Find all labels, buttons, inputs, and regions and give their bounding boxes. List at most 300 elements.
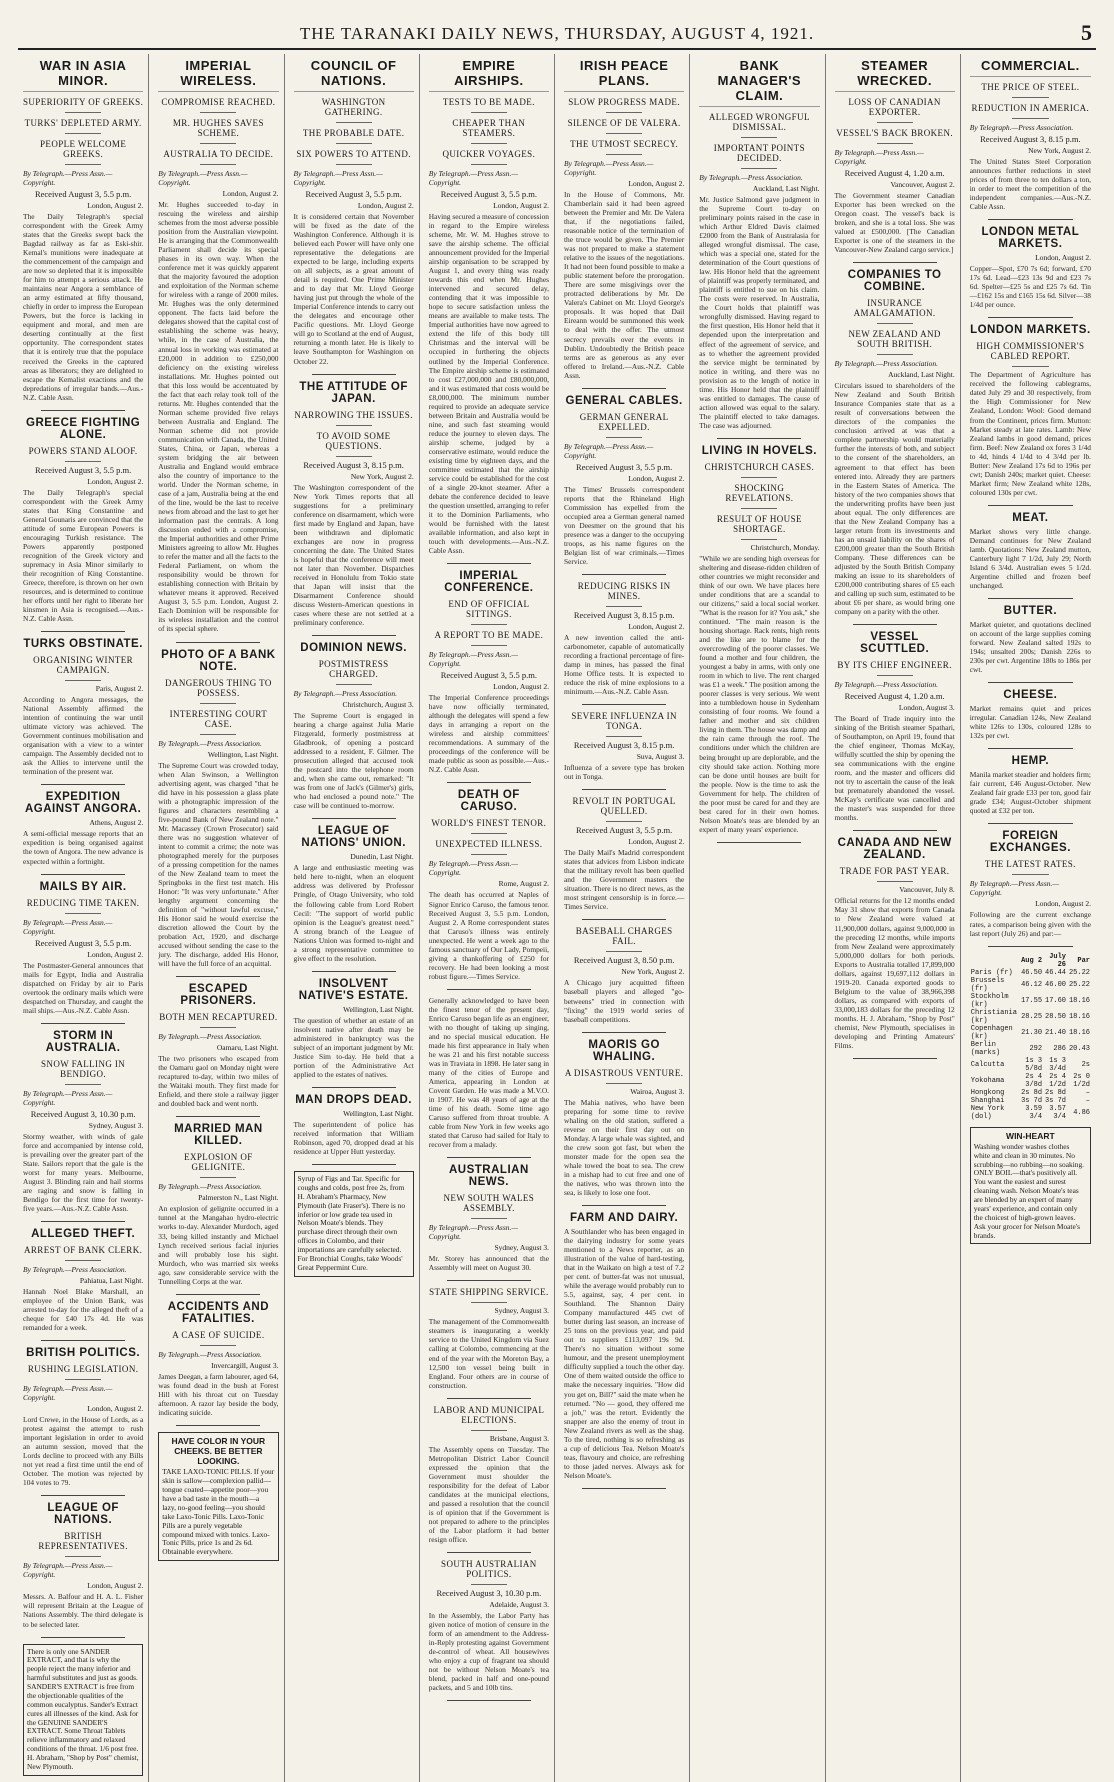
article-separator [447,563,531,564]
divider-rule [606,736,642,737]
article-body: Hannah Noel Blake Marshall, an employee of the Union Bank, was arrested to-day for the alleged theft of a cheque for £40 17s 4d. He was remanded for a week. [23,1287,144,1333]
article-subheading: A REPORT TO BE MADE. [434,630,544,641]
table-header-cell: Par [1077,956,1090,965]
article-subheading: WASHINGTON GATHERING. [321,97,386,117]
article-subheading: ALLEGED WRONGFUL DISMISSAL. [708,112,810,132]
table-cell: Yokohama [970,1076,1005,1085]
article-subheading: LOSS OF CANADIAN EXPORTER. [848,97,941,117]
article-subheading: NARROWING THE ISSUES. [294,409,413,420]
article [835,631,955,822]
article [294,381,414,628]
table-row [970,1089,1091,1097]
divider-rule [471,1302,507,1303]
divider-rule [336,684,372,685]
article-separator [988,682,1073,683]
divider-rule [65,1379,101,1380]
wire-credit: By Telegraph.—Press Association. [158,1182,262,1192]
divider-rule [471,143,507,144]
dateline: London, August 2. [628,179,685,188]
article [158,1301,278,1417]
article [564,1212,684,1480]
article-separator [988,823,1073,824]
article-body: The death has occurred at Naples of Signor Enrico Caruso, the famous tenor. Received August 3, 5.5 p.m. London, August 2. A Rome correspondent states that Caruso's illness was entirely unexpected. He went a week ago to the famous sanctuary of Our Lady, Pompeii, giving a thankoffering of £250 for recovery. He had been looking a most robust figure.—Times Service. [428,890,549,981]
table-cell: 1s 3 3/4d [1049,1056,1067,1073]
article-headline: TURKS OBSTINATE. [23,638,143,651]
article-subheading: NEW SOUTH WALES ASSEMBLY. [443,1193,535,1214]
article-subheading: INSURANCE AMALGAMATION. [853,298,936,319]
divider-rule [606,154,642,155]
dateline: London, August 2. [87,476,144,486]
article [294,825,414,962]
wire-credit: By Telegraph.—Press Association. [158,1349,262,1359]
article-separator [988,946,1073,947]
article-body: Having secured a measure of concession in regard to the Empire wireless scheme, Mr. W. M. Hughes strove to save the airship scheme. The official announcement provided for the Imperial airship organisation to be scrapped by August 1, and every thing was ready towards this end when Mr. Hughes intervened and secured delay, contending that it was impossible to hope to secure satisfaction unless the means are available to make tests. The Imperial authorities have now agreed to extend the life of this body till Christmas and the interval will be occupied in furthering the objects outlined by the Imperial Conference. The Empire airship scheme is estimated to cost £27,000,000 and £80,000,000, and it was estimated that costs would be £8,000,000. The minimum number required to provide an adequate service between Britain and Australia would be nine, and such fast steaming would reduce the journey to eleven days. The airship scheme, judged by a conservative estimate, would reduce the existing time by eighteen days, and the committee estimated that the airship service could be established for the cost of a single 20-knot steamer. After a debate the conference decided to leave the question unsettled, arranging to refer it to the Dominion Parliaments, who would be furnished with the latest available information, and also kept in touch with developments.—Aus.-N.Z. Cable Assn. [428,212,549,556]
article-separator [41,1221,125,1222]
article [970,324,1091,496]
article-headline: MAN DROPS DEAD. [295,1093,412,1106]
article-subheading: END OF OFFICIAL SITTINGS. [448,599,530,620]
divider-rule [877,881,913,882]
article-subheading: REDUCTION IN AMERICA. [971,103,1090,113]
dateline: London, August 2. [357,201,414,210]
received-time: Received August 3, 8.15 p.m. [573,740,675,751]
dateline: New York, August 2. [350,471,414,481]
article-separator [312,971,396,972]
article-separator [447,1398,531,1399]
article-body: Messrs. A. Balfour and H. A. L. Fisher will represent Britain at the League of Nations Assembly. The third delegate is to be selected later. [23,1592,144,1629]
table-row [970,1025,1091,1041]
article-headline: LONDON METAL MARKETS. [981,226,1080,251]
article-separator [853,1058,937,1059]
article-subheading: REDUCING RISKS IN MINES. [577,580,671,601]
article [158,58,278,634]
divider-rule [200,703,236,704]
table-cell: 2s 8d [1021,1088,1043,1097]
article-separator [582,388,666,389]
received-time: Received August 3, 8.50 p.m. [573,955,675,966]
masthead [18,20,1096,50]
article-subheading: UNEXPECTED ILLNESS. [435,839,543,850]
wire-credit: By Telegraph.—Press Assn.—Copyright. [23,1384,113,1403]
article-subheading: TESTS TO BE MADE. [442,97,535,107]
article [23,58,143,402]
dateline: Wairoa, August 3. [630,1086,685,1096]
dateline: Brisbane, August 3. [489,1433,549,1443]
divider-rule [336,164,372,165]
article-separator [312,635,396,636]
article [429,1164,549,1272]
received-time: Received August 3, 5.5 p.m. [305,189,402,199]
article-body: The Imperial Conference proceedings have now officially terminated, although the delegates will spend a few days in arranging a report on the wireless and airship committees' recommendations. A summary of the proceedings of the conference will be made public as soon as possible.—Aus.-N.Z. Cable Assn. [428,693,549,775]
received-time: Received August 3, 5.5 p.m. [440,189,538,199]
article [835,269,955,616]
table-cell: 46.44 [1045,968,1067,977]
received-time: Received August 3, 5.5 p.m. [34,189,132,199]
article-body: Copper—Spot, £70 7s 6d; forward, £70 17s 6d. Lead—£23 13s 9d and £23 7s 6d. Spelter—£25 5s and £25 7s 6d. Tin—£162 15s and £165 15s 6d. Silver—38 1/4d per ounce. [969,264,1091,310]
article-headline: INSOLVENT NATIVE'S ESTATE. [298,977,409,1002]
article-body: A Chicago jury acquitted fifteen baseball players and alleged "go-betweens" tried in connection with "fixing" the 1919 world series of baseball competitions. [564,978,685,1024]
dateline: Vancouver, August 2. [890,180,955,189]
article-body: Market remains quiet and prices irregular. Canadian 124s, New Zealand white 126s to 130s, coloured 128s to 132s per cwt. [969,704,1091,741]
article-headline: THE ATTITUDE OF JAPAN. [299,380,408,405]
received-time: Received August 3, 5.5 p.m. [440,670,538,681]
article-subheading: PEOPLE WELCOME GREEKS. [40,139,127,159]
article-separator [582,919,666,920]
divider-rule [471,624,507,625]
article-headline: COMPANIES TO COMBINE. [847,269,942,294]
article-subheading: TRADE FOR PAST YEAR. [839,866,950,877]
article-separator [988,317,1073,318]
divider-rule [877,323,913,324]
divider-rule [200,734,236,735]
divider-rule [65,913,101,914]
divider-rule [336,122,372,123]
table-cell: Calcutta [970,1060,1005,1069]
dateline: Invercargill, August 3. [211,1360,279,1370]
article-subheading: COMPROMISE REACHED. [161,97,276,107]
divider-rule [471,854,507,855]
table-cell: 3s 7d [1045,1096,1067,1105]
article-headline: STORM IN AUSTRALIA. [45,1029,121,1054]
article-separator [447,1552,531,1553]
dateline: Oamaru, Last Night. [216,1043,279,1053]
divider-rule [741,508,777,509]
wire-credit: By Telegraph.—Press Assn.—Copyright. [23,917,113,936]
table-cell: 46.12 [1021,980,1043,989]
wire-credit: By Telegraph.—Press Association. [23,1265,127,1274]
article-subheading: THE PROBABLE DATE. [302,128,405,138]
article-subheading: STATE SHIPPING SERVICE. [429,1287,549,1298]
dateline: London, August 2. [87,949,144,959]
article-headline: MAORIS GO WHALING. [588,1038,660,1063]
article [23,638,143,776]
article-headline: DOMINION NEWS. [300,642,407,655]
article-headline: IMPERIAL WIRELESS. [158,58,278,92]
article-subheading: SNOW FALLING IN BENDIGO. [41,1058,126,1079]
divider-rule [65,680,101,681]
table-row [970,1073,1091,1089]
article-body: The two prisoners who escaped from the Oamaru gaol on Monday night were recaptured to-day, within two miles of the Waitaki mouth. They first made for Enfield, and there stole a railway jigger and doubled back and went north. [158,1054,279,1109]
dateline: London, August 2. [87,201,144,210]
column-6 [694,54,825,1782]
article-body: The Washington correspondent of the New York Times reports that all suggestions for a preliminary conference on disarmament, which were first made by England and Japan, have been withdrawn and diplomatic exchanges are now in progress concerning the date. The United States is hopeful that the conference will meet not later than November. Dispatches received in Honolulu from Tokio state that Japan will insist that the Disarmament Conference should discuss Western-American questions in cases where these are not settled at a preliminary conference. [293,482,414,627]
article [429,789,549,980]
dateline: London, August 2. [87,1581,144,1591]
divider-rule [336,456,372,457]
article [970,830,1091,937]
article-separator [312,374,396,375]
article [294,978,414,1079]
article-separator [582,574,666,575]
column-7 [830,54,961,1782]
article-subheading: SIX POWERS TO ATTEND. [296,149,411,159]
table-cell: 286 [1053,1044,1067,1053]
wire-credit: By Telegraph.—Press Assn.—Copyright. [564,441,654,460]
divider-rule [606,606,642,607]
dateline: Christchurch, Monday. [750,542,820,552]
article-separator [41,874,125,875]
dateline: Wellington, Last Night. [343,1108,414,1118]
article-headline: LONDON MARKETS. [970,324,1091,337]
divider-rule [200,112,236,113]
article-headline: IRISH PEACE PLANS. [564,58,684,92]
table-cell: 18.16 [1068,1012,1090,1021]
article [970,512,1091,590]
divider-rule [65,1260,101,1261]
article-body: James Deegan, a farm labourer, aged 64, was found dead in the bush at Forest Hill with his throat cut on Tuesday afternoon. A razor lay beside the body, indicating suicide. [158,1371,279,1417]
article-body: The United States Steel Corporation announces further reductions in steel prices of from three to ten dollars a ton, in order to meet the competition of the independent companies.—Aus.-N.Z. Cable Assn. [969,157,1091,212]
dateline: Sydney, August 3. [494,1306,549,1316]
advertisement-title: WIN-HEART [1006,1130,1055,1141]
article-body: Influenza of a severe type has broken out in Tonga. [564,763,685,782]
article [23,1228,143,1332]
wire-credit: By Telegraph.—Press Assn.—Copyright. [158,169,248,187]
received-time: Received August 3, 8.15 p.m. [980,134,1081,144]
article-subheading: DANGEROUS THING TO POSSESS. [165,677,272,698]
article-headline: LEAGUE OF NATIONS. [47,1502,119,1527]
article-separator [312,1087,396,1088]
table-cell: 2s [1081,1060,1090,1069]
table-cell: Berlin (marks) [970,1040,1001,1057]
wire-credit: By Telegraph.—Press Association. [969,123,1074,132]
table-cell: Christiania (kr) [970,1008,1017,1025]
table-cell: 21.30 [1021,1028,1043,1037]
article-headline: IMPERIAL CONFERENCE. [444,570,534,595]
article-subheading: SLOW PROGRESS MADE. [568,97,680,107]
wire-credit: By Telegraph.—Press Assn.—Copyright. [428,1223,519,1242]
article-subheading: CHEAPER THAN STEAMERS. [452,118,526,138]
table-row [970,1105,1091,1121]
article-separator [717,842,801,843]
article [429,1405,549,1544]
article-subheading: POSTMISTRESS CHARGED. [318,659,389,680]
article [564,581,684,696]
column-5 [559,54,690,1782]
article-subheading: TO AVOID SOME QUESTIONS. [316,430,391,451]
divider-rule [200,143,236,144]
page-number: 5 [1081,20,1092,45]
advertisement [970,1127,1091,1245]
article-separator [447,782,531,783]
received-time: Received August 3, 10.30 p.m. [436,1587,542,1598]
article-subheading: THE UTMOST SECRECY. [570,139,679,149]
article-separator [988,505,1073,506]
article-headline: BRITISH POLITICS. [26,1347,141,1360]
article-separator [41,631,125,632]
divider-rule [606,821,642,822]
article-subheading: POWERS STAND ALOOF. [28,445,138,456]
article-subheading: THE LATEST RATES. [984,859,1076,870]
article-body: Official returns for the 12 months ended May 31 show that exports from Canada to New Zealand were valued at 11,900,000 dollars, against 9,000,000 in the preceding 12 months, while imports from New Zealand were approximately 5,000,000 dollars for both periods. Exports to Australia totalled 17,899,000 dollars, against 19,697,112 dollars in 1919-20. Canada exported goods to Belgium to the value of 38,966,398 dollars, as compared with exports of 33,000,183 dollars for the preceding 12 months. H. J. Abraham, "Shop by Post" chemist, New Plymouth, specialises in developing and Printing Amateurs' Films. [834,896,955,1050]
received-time: Received August 3, 5.5 p.m. [575,461,673,472]
article-body: Market quieter, and quotations declined on account of the large supplies coming forward. New Zealand salted 192s to 194s; unsalted 200s; Danish 226s to 230s per cwt. Argentine 180s to 186s per cwt. [969,620,1091,675]
article [429,58,549,555]
table-cell: Paris (fr) [970,968,1013,977]
divider-rule [471,833,507,834]
article-body: The management of the Commonwealth steamers is inaugurating a weekly service to the United Kingdom via Suez calling at Colombo, commencing at the end of the year with the Moreton Bay, a 12,500 ton vessel being built in England. Four others are in course of construction. [428,1317,549,1390]
article [294,1094,414,1156]
article-body: Lord Crewe, in the House of Lords, as a protest against the attempt to rush important legislation in order to avoid an autumn session, moved that the Lords decline to proceed with any Bills not yet read a first time until the end of October. The motion was rejected by 104 votes to 79. [23,1415,144,1488]
dateline: Palmerston N., Last Night. [198,1193,279,1203]
article-body: Market shows very little change. Demand continues for New Zealand lamb. Quotations: New Zealand mutton, Canterbury light 7 1/2d, July 29; North Island 6 3/4d. Australian ewes 5 1/2d. Argentine chilled and frozen beef unchanged. [969,526,1091,590]
wire-credit: By Telegraph.—Press Assn.—Copyright. [23,1088,113,1107]
article [429,570,549,774]
wire-credit: By Telegraph.—Press Assn.—Copyright. [834,148,924,166]
article-headline: GENERAL CABLES. [565,394,683,407]
article [699,445,819,834]
article-subheading: MR. HUGHES SAVES SCHEME. [172,118,264,138]
article-body: An explosion of gelignite occurred in a tunnel at the Mangahao hydro-electric works to-day. Alexander Murdoch, aged 33, being killed instantly and Michael Lynch received serious facial injuries and will probably lose his sight. Murdoch, who was married six weeks ago, saw considerable service with the Tunnelling Corps at the war. [158,1204,279,1286]
article [564,58,684,380]
article [835,837,955,1050]
article [294,58,414,366]
table-cell: – [1085,1096,1090,1105]
article-body: The Daily Telegraph's special correspondent with the Greek Army states that the Greeks swept back the Bagdad railway as far as Eski-shir. Kemal's munitions were inadequate at the commencement of the campaign and are now so depleted that it is impossible for him to attempt a serious attack. He maintains near Angora a semblance of an army estimated at fifty thousand, chiefly in order to impress the European Powers, but the force is lacking in equipment and moral, and men are deserting continually at the first opportunity. The correspondent states that it is entirely true that the populace received the Greeks in the captured areas as liberators; they are delighted to escape the Kemalist exactions and the depredations of irregular bands.—Aus.-N.Z. Cable Assn. [23,212,144,402]
article [699,58,819,430]
article-subheading: A DISASTROUS VENTURE. [564,1067,684,1078]
article-body: A semi-official message reports that an expedition is being organised against the town of Angora. The new advance is expected within a fortnight. [23,829,144,866]
table-cell: 2s 8d [1045,1088,1067,1097]
divider-rule [336,143,372,144]
article-separator [41,784,125,785]
dateline: Dunedin, Last Night. [350,852,414,862]
article-separator [582,704,666,705]
article-body: The superintendent of police has received information that William Robinson, aged 70, dropped dead at his residence at Upper Hutt yesterday. [293,1119,414,1157]
divider-rule [471,1218,507,1219]
article-subheading: A CASE OF SUICIDE. [172,1329,265,1340]
article [158,1123,278,1285]
article-subheading: AUSTRALIA TO DECIDE. [163,149,274,159]
divider-rule [1012,97,1048,98]
divider-rule [877,122,913,123]
article-separator [582,1488,666,1489]
wire-credit: By Telegraph.—Press Association. [699,173,803,182]
article-separator [176,1294,260,1295]
table-header-cell [970,953,1019,969]
article-separator [176,1425,260,1426]
article-subheading: REVOLT IN PORTUGAL QUELLED. [572,796,676,817]
table-cell: 17.60 [1045,996,1067,1005]
article [23,791,143,865]
article-headline: HEMP. [1011,755,1050,768]
dateline: Vancouver, July 8. [899,885,955,895]
table-cell: 17.55 [1021,996,1043,1005]
article-headline: LIVING IN HOVELS. [701,444,817,457]
article [429,1559,549,1692]
article-body: According to Angora messages, the National Assembly affirmed the intention of continuing the war until ultimate victory was achieved. The Government continues mobilisation and organisation with a view to a winter campaign. The Assembly decided not to ask the Allies to intervene until the termination of the present war. [23,695,144,777]
dateline: Wellington, Last Night. [343,1004,414,1014]
article [970,689,1091,740]
divider-rule [877,675,913,676]
article-separator [582,789,666,790]
divider-rule [741,168,777,169]
table-row [970,1057,1091,1073]
article-body: Mr. Storey has announced that the Assembly will meet on August 30. [428,1254,549,1273]
table-cell: Shanghai [970,1096,1005,1105]
dateline: Sydney, August 3. [88,1120,144,1130]
article-body: The Assembly opens on Tuesday. The Metropolitan District Labor Council expressed the opinion that the Government must shoulder the responsibility for the defeat of Labor candidates at the municipal elections, and passed a resolution that the council is of opinion that if the Government is not prepared to adhere to the principles of the Labor platform it had better resign office. [428,1444,549,1544]
divider-rule [877,143,913,144]
article-separator [988,598,1073,599]
table-cell: 3s 7d [1021,1096,1043,1105]
dateline: Auckland, Last Night. [888,370,955,380]
article-body: "While we are sending high overseas for sheltering and disease-ridden children of other countries we might reconsider and think of our own. We have places here under conditions that are a scandal to our citizens," said a local social worker. "What is the reason for it? You ask," she continued. "The main reason is the housing shortage. Rack rents, high rents and the like are to blame for the overcrowding of the poorer classes. We found a mother and four children, the youngest a baby in arms, with only one room in which to live. The rent charged was £1 a week." The position among the poorer classes is very serious. We went into a tumbledown house in Sydenham consisting of four rooms. We found a father and mother and six children living in them. The house was damp and the rain came through the roof. The conditions under which the children are being brought up are deplorable, and the city should take action. Nothing more can be done until houses are built for the people. Now is the time to ask the Government for help. The children of the poor must be cared for and they are best cared for in their own homes. Nelson Moate's teas are blended by an expert of many years' experience. [699,553,820,834]
article-separator [447,1280,531,1281]
divider-rule [65,461,101,462]
article [564,926,684,1023]
article-headline: CANADA AND NEW ZEALAND. [837,837,952,862]
divider-rule [741,137,777,138]
article-body: The Government steamer Canadian Exporter has been wrecked on the Oregon coast. The vessel's back is broken, and she is a total loss. She was valued at £500,000. [The Canadian Exporter is one of the steamers in the Vancouver-New Zealand cargo service.] [834,191,955,255]
article-subheading: LABOR AND MUNICIPAL ELECTIONS. [433,1404,545,1425]
wire-credit: By Telegraph.—Press Association. [158,738,262,748]
column-1 [18,54,149,1782]
table-cell: Copenhagen (kr) [970,1024,1013,1041]
wire-credit: By Telegraph.—Press Assn.—Copyright. [23,1561,113,1580]
advertisement-body: There is only one SANDER EXTRACT, and that is why the people reject the many inferior and harmful substitutes and just as goods. SANDER'S EXTRACT is free from the objectionable qualities of the common eucalyptus. Sander's Extract cures all illnesses of the kind. Ask for the GENUINE SANDER'S EXTRACT. Some Throat Tablets relieve inflammatory and relaxed conditions of the throat. 1/6 post free. H. Abraham, "Shop by Post" chemist, New Plymouth. [27,1646,139,1771]
article [429,1287,549,1389]
newspaper-title: THE TARANAKI DAILY NEWS, THURSDAY, AUGUST 4, 1921. [299,24,815,43]
table-cell: 292 [1029,1044,1043,1053]
dateline: Christchurch, August 3. [342,700,414,710]
article-separator [447,989,531,990]
article-separator [988,748,1073,749]
dateline: London, August 2. [628,837,685,847]
table-cell: 20.43 [1068,1044,1090,1053]
wire-credit: By Telegraph.—Press Assn.—Copyright. [969,879,1060,898]
wire-credit: By Telegraph.—Press Assn.—Copyright. [428,169,519,187]
article-separator [41,1340,125,1341]
article-subheading: ORGANISING WINTER CAMPAIGN. [33,655,134,676]
received-time: Received August 4, 1.20 a.m. [844,168,945,178]
article-body: Mr. Justice Salmond gave judgment in the Supreme Court to-day on preliminary points raised in the case in which Arthur Eldred Davis claimed £2000 from the Bank of Australasia for alleged wrongful dismissal. The case, which was a special one, stated for the determination of the Court questions of law. His Honor held that the agreement of plaintiff was properly terminated, and plaintiff is entitled to sue on his claim. The costs were reserved. In Australia, the Court holds that plaintiff was wrongfully dismissed. Having regard to the first question, His Honor held that it depended upon the interpretation and effect of the agreement of service, and as to whether the agreement provided the service might be terminated by notice in writing, and there was no provision as to the length of notice in time. His Honor held that the plaintiff was entitled to damages. The cause of action allowed was equal to the salary. The plaintiff elected to take damages. The case was adjourned. [699,195,820,430]
article-body: The Daily Telegraph's special correspondent with the Greek Army states that King Constantine and General Gounaris are convinced that the attitude of some European Powers is encouraging Turkish resistance. The Powers apparently postponed recognition of the Greek victory and supremacy in Asia Minor similarly to their recognition of King Constantine. Greece, therefore, is thrown on her own resources, and is determined to continue her efforts until her right to liberate her kinsmen in Asia is recognised.—Aus.-N.Z. Cable Assn. [23,487,144,624]
article [564,796,684,911]
divider-rule [606,1083,642,1084]
table-row [970,1009,1091,1025]
divider-rule [1012,366,1048,367]
article-separator [176,642,260,643]
article-headline: FOREIGN EXCHANGES. [989,830,1071,855]
dateline: London, August 2. [493,682,549,692]
table-cell: Brussels (fr) [970,976,1005,993]
dateline: Rome, August 2. [498,879,549,889]
article-body: The Department of Agriculture has received the following cablegrams, dated July 29 and 30 respectively, from the High Commissioner for New Zealand, London: Wool: Good demand from the Continent, prices firm. Mutton: Market steady at late rates. Lamb: New Zealand lambs in good demand, prices firm. Beef: New Zealand ox fores 3 1/4d to 4d, hinds 4 1/4d to 4 3/4d per lb. Butter: New Zealand 17s 6d to 196s per cwt; Danish 240s; market quiet. Cheese: Market firm; New Zealand white 128s, coloured 130s per cwt. [969,370,1091,497]
advertisement-body: Washing wonder washes clothes white and clean in 30 minutes. No scrubbing—no rubbing—no soaking. ONLY BOIL—that's positively all. You want the easiest and surest cleaning wash. Nelson Moate's teas are blended by an expert of many years' experience, and contain only the choicest of high-grown leaves. Ask your grocer for Nelson Moate's brands. [973,1141,1084,1240]
columns-container [18,54,1096,1771]
divider-rule [471,1430,507,1431]
article-subheading: IMPORTANT POINTS DECIDED. [713,143,805,163]
article [158,649,278,969]
divider-rule [200,164,236,165]
article-headline: MARRIED MAN KILLED. [174,1123,263,1148]
advertisement-body: TAKE LAXO-TONIC PILLS. If your skin is sallow—complexion pallid—tongue coated—appetite poor—you have a bad taste in the mouth—a lazy, no-good feeling—you should take Laxo-Tonic Pills. Laxo-Tonic Pills are a purely vegetable compound mixed with tonics. Laxo-Tonic Pills, price 1s and 2s 6d. Obtainable everywhere. [162,1467,275,1557]
table-cell: Stockholm (kr) [970,992,1009,1009]
article [23,1502,143,1628]
article-subheading: CHRISTCHURCH CASES. [704,461,815,472]
advertisement [158,1432,278,1561]
table-cell: 18.16 [1068,1028,1090,1037]
divider-rule [877,354,913,355]
article-subheading: THE PRICE OF STEEL. [981,82,1080,92]
article-headline: BANK MANAGER'S CLAIM. [699,58,819,107]
article-body: A new invention called the anti-carbonometer, capable of automatically recording a fractional percentage of fire-damp in mines, has passed the final Home Office tests. It is expected to reduce the risk of mine explosions to a minimum.—Aus.-N.Z. Cable Assn. [564,632,685,697]
article-subheading: SOUTH AUSTRALIAN POLITICS. [441,1558,537,1579]
dateline: Athens, August 2. [89,818,144,828]
article [970,226,1091,309]
wire-credit: By Telegraph.—Press Assn.—Copyright. [23,169,113,187]
table-row [970,969,1091,977]
